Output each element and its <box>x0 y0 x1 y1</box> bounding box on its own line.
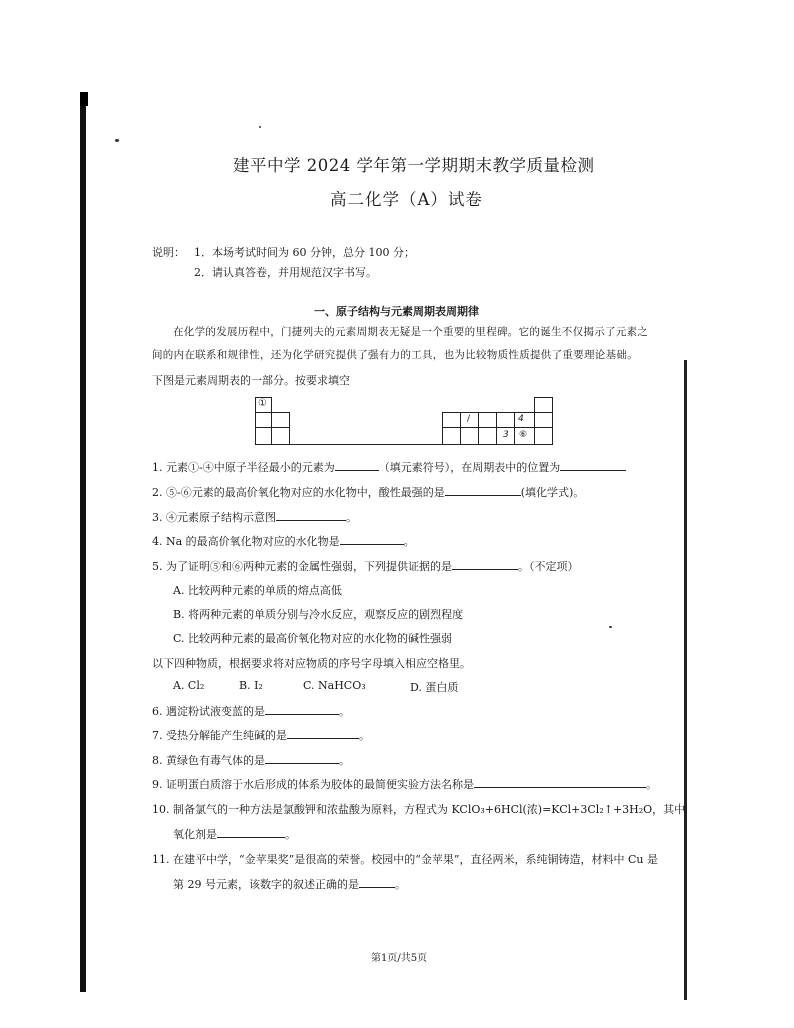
table-intro: 下图是元素周期表的一部分。按要求填空 <box>152 374 350 387</box>
substance-a: A. Cl₂ <box>173 679 205 692</box>
pt-cell <box>534 427 553 445</box>
scan-speck <box>115 139 119 142</box>
scan-edge-left <box>80 92 86 992</box>
q4-text-b: 。 <box>403 535 415 548</box>
question-10-cont <box>173 826 296 842</box>
instructions-label: 说明： <box>152 246 185 259</box>
q10-blank[interactable] <box>217 827 285 838</box>
scan-edge-mark <box>80 92 88 106</box>
q11-text-b: 第 29 号元素，该数字的叙述正确的是 <box>173 878 359 891</box>
question-5 <box>152 558 579 574</box>
substance-b: B. I₂ <box>239 679 263 692</box>
pt-cell <box>534 412 553 428</box>
question-9 <box>152 776 657 792</box>
q8-text-b: 。 <box>339 754 350 767</box>
q7-blank[interactable] <box>287 728 359 739</box>
section-heading: 一、原子结构与元素周期表周期律 <box>314 305 479 318</box>
cell-mark-3: 3 <box>503 430 509 440</box>
pt-cell <box>271 412 290 428</box>
q6-text-b: 。 <box>339 705 350 718</box>
q3-blank[interactable] <box>276 510 346 521</box>
q10-text-c: 。 <box>285 828 296 841</box>
question-7 <box>152 727 370 743</box>
pt-cell <box>255 427 272 445</box>
q5-option-a: A. 比较两种元素的单质的熔点高低 <box>173 584 342 597</box>
page-number: 第1页/共5页 <box>371 953 428 964</box>
section-intro-line1: 在化学的发展历程中，门捷列夫的元素周期表无疑是一个重要的里程碑。它的诞生不仅揭示了元素之 <box>173 326 649 338</box>
q3-text-b: 。 <box>346 511 357 524</box>
q4-blank[interactable] <box>340 534 404 545</box>
q5-option-c: C. 比较两种元素的最高价氧化物对应的水化物的碱性强弱 <box>173 632 453 645</box>
cell-mark-4: 4 <box>518 414 524 424</box>
question-8 <box>152 752 350 768</box>
section-intro-line2: 间的内在联系和规律性，还为化学研究提供了强有力的工具，也为比较物质性质提供了重要理论基础。 <box>152 349 638 361</box>
exam-title: 建平中学 2024 学年第一学期期末教学质量检测 <box>233 156 595 175</box>
q7-text-a: 7. 受热分解能产生纯碱的是 <box>152 729 287 742</box>
q9-text-b: 。 <box>646 778 657 791</box>
question-2 <box>152 484 584 500</box>
pt-cell <box>460 427 479 445</box>
instruction-item-2: 2．请认真答卷，并用规范汉字书写。 <box>194 266 377 279</box>
scan-speck <box>259 126 261 128</box>
question-3 <box>152 509 357 525</box>
pt-connector-line <box>289 444 443 445</box>
substance-d: D. 蛋白质 <box>410 681 459 694</box>
q2-text-a: 2. ⑤-⑥元素的最高价氧化物对应的水化物中，酸性最强的是 <box>152 486 445 499</box>
question-11: 11. 在建平中学，“金苹果奖”是很高的荣誉。校园中的“金苹果”，直径两米，系纯铜铸造，材料中 Cu 是 <box>152 853 658 866</box>
cell-mark-6: ⑥ <box>519 430 528 440</box>
pt-cell <box>271 427 290 445</box>
question-10: 10. 制备氯气的一种方法是氯酸钾和浓盐酸为原料，方程式为 KClO₃+6HCl(浓)=KCl+3Cl₂↑+3H₂O，其中 <box>152 803 686 816</box>
q2-text-b: (填化学式)。 <box>520 486 585 499</box>
q2-blank[interactable] <box>445 485 521 496</box>
q1-text-b: （填元素符号），在周期表中的位置为 <box>378 461 561 474</box>
question-11-cont <box>173 876 406 892</box>
scan-speck <box>609 626 612 628</box>
pt-cell <box>496 412 515 428</box>
question-6 <box>152 703 350 719</box>
exam-subtitle: 高二化学（A）试卷 <box>330 190 483 209</box>
q6-text-a: 6. 遇淀粉试液变蓝的是 <box>152 705 265 718</box>
q10-text-b: 氧化剂是 <box>173 828 217 841</box>
q5-text-b: 。（不定项） <box>518 560 579 573</box>
q11-text-c: 。 <box>395 878 406 891</box>
pt-cell <box>442 427 461 445</box>
cell-mark-1: ① <box>258 398 267 409</box>
q9-text-a: 9. 证明蛋白质溶于水后形成的体系为胶体的最简便实验方法名称是 <box>152 778 474 791</box>
pt-cell <box>255 412 272 428</box>
q8-text-a: 8. 黄绿色有毒气体的是 <box>152 754 265 767</box>
q6-blank[interactable] <box>265 704 339 715</box>
q1-blank-1[interactable] <box>335 460 379 471</box>
cell-mark-2: / <box>467 414 471 424</box>
scan-edge-right <box>684 360 687 1000</box>
pt-cell <box>478 427 497 445</box>
q1-blank-2[interactable] <box>560 460 626 471</box>
pt-cell <box>534 397 553 413</box>
question-4 <box>152 533 415 549</box>
question-1 <box>152 459 626 475</box>
q3-text-a: 3. ④元素原子结构示意图 <box>152 511 276 524</box>
q5-blank[interactable] <box>452 559 518 570</box>
pt-cell <box>478 412 497 428</box>
q7-text-b: 。 <box>359 729 370 742</box>
q11-blank[interactable] <box>359 877 395 888</box>
q4-text-a: 4. Na 的最高价氧化物对应的水化物是 <box>152 535 340 548</box>
q1-text-a: 1. 元素①-④中原子半径最小的元素为 <box>152 461 335 474</box>
pt-cell <box>442 412 461 428</box>
q5-text-a: 5. 为了证明⑤和⑥两种元素的金属性强弱，下列提供证据的是 <box>152 560 452 573</box>
q5-option-b: B. 将两种元素的单质分别与冷水反应，观察反应的剧烈程度 <box>173 608 464 621</box>
q9-blank[interactable] <box>474 777 646 788</box>
substance-c: C. NaHCO₃ <box>303 679 366 692</box>
group-intro: 以下四种物质，根据要求将对应物质的序号字母填入相应空格里。 <box>152 657 471 670</box>
q8-blank[interactable] <box>265 753 339 764</box>
instruction-item-1: 1．本场考试时间为 60 分钟，总分 100 分； <box>194 246 415 259</box>
